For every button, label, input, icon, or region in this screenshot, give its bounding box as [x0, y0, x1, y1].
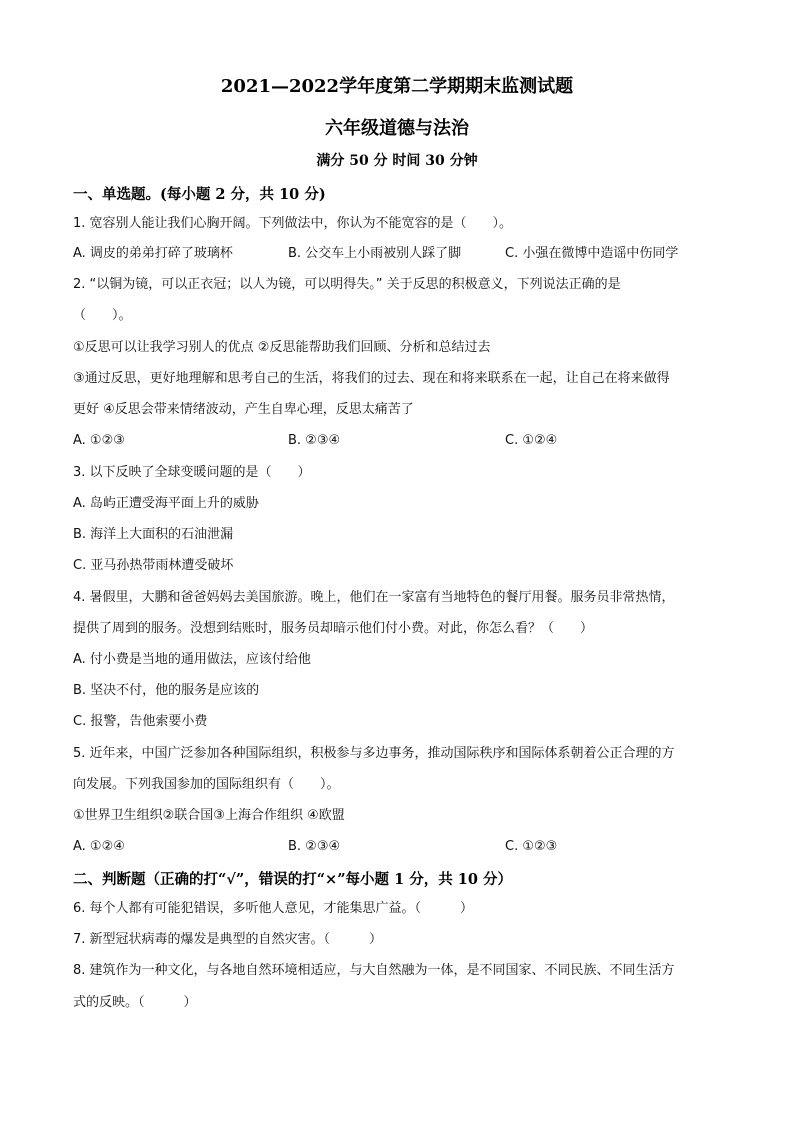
- question-2-stem-line-1: 2. “以铜为镜，可以正衣冠；以人为镜，可以明得失。” 关于反思的积极意义，下列说法正确的是: [73, 277, 621, 292]
- question-1-option-a: A. 调皮的弟弟打碎了玻璃杯: [73, 246, 233, 261]
- question-4-option-a: A. 付小费是当地的通用做法，应该付给他: [73, 652, 311, 667]
- exam-subject: 六年级道德与法治: [325, 118, 469, 139]
- question-5-option-b: B. ②③④: [288, 839, 341, 854]
- section-heading-true-false: 二、判断题（正确的打“√”，错误的打“×”每小题 1 分，共 10 分）: [73, 871, 512, 888]
- question-2-statement-2: ③通过反思，更好地理解和思考自己的生活，将我们的过去、现在和将来联系在一起，让自己在将来做得: [73, 371, 670, 386]
- exam-meta: 满分 50 分 时间 30 分钟: [316, 153, 478, 169]
- question-4-option-c: C. 报警，告他索要小费: [73, 714, 208, 729]
- question-3-option-a: A. 岛屿正遭受海平面上升的威胁: [73, 496, 259, 511]
- question-6-stem: 6. 每个人都有可能犯错误，多听他人意见，才能集思广益。（ ）: [73, 901, 474, 916]
- question-2-option-b: B. ②③④: [288, 433, 341, 448]
- question-4-stem-line-1: 4. 暑假里，大鹏和爸爸妈妈去美国旅游。晚上，他们在一家富有当地特色的餐厅用餐。服务员非常热情，: [73, 590, 675, 605]
- question-2-option-c: C. ①②④: [505, 433, 558, 448]
- question-2-stem-line-2: （ ）。: [73, 308, 132, 323]
- question-1-stem: 1. 宽容别人能让我们心胸开阔。下列做法中，你认为不能宽容的是（ ）。: [73, 216, 513, 231]
- question-2-statement-1: ①反思可以让我学习别人的优点 ②反思能帮助我们回顾、分析和总结过去: [73, 340, 491, 355]
- question-4-stem-line-2: 提供了周到的服务。没想到结账时，服务员却暗示他们付小费。对此，你怎么看？（ ）: [73, 621, 594, 636]
- question-5-option-c: C. ①②③: [505, 839, 558, 854]
- question-2-option-a: A. ①②③: [73, 433, 125, 448]
- exam-title: 2021—2022学年度第二学期期末监测试题: [220, 76, 574, 97]
- question-5-stem-line-2: 向发展。下列我国参加的国际组织有（ ）。: [73, 777, 340, 792]
- question-1-option-c: C. 小强在微博中造谣中伤同学: [505, 246, 679, 261]
- question-3-option-b: B. 海洋上大面积的石油泄漏: [73, 527, 234, 542]
- question-7-stem: 7. 新型冠状病毒的爆发是典型的自然灾害。（ ）: [73, 932, 383, 947]
- question-5-statement-1: ①世界卫生组织②联合国③上海合作组织 ④欧盟: [73, 808, 345, 823]
- question-3-option-c: C. 亚马孙热带雨林遭受破坏: [73, 558, 234, 573]
- question-8-stem-line-1: 8. 建筑作为一种文化，与各地自然环境相适应，与大自然融为一体，是不同国家、不同民族、不同生活方: [73, 963, 675, 978]
- question-8-stem-line-2: 式的反映。（ ）: [73, 995, 197, 1010]
- question-1-option-b: B. 公交车上小雨被别人踩了脚: [288, 246, 462, 261]
- question-5-option-a: A. ①②④: [73, 839, 125, 854]
- question-2-statement-3: 更好 ④反思会带来情绪波动，产生自卑心理，反思太痛苦了: [73, 402, 414, 417]
- question-3-stem: 3. 以下反映了全球变暖问题的是（ ）: [73, 465, 311, 480]
- question-4-option-b: B. 坚决不付，他的服务是应该的: [73, 683, 260, 698]
- question-5-stem-line-1: 5. 近年来，中国广泛参加各种国际组织，积极参与多边事务，推动国际秩序和国际体系朝着公正合理的方: [73, 746, 675, 761]
- section-heading-single-choice: 一、单选题。(每小题 2 分，共 10 分): [73, 186, 326, 203]
